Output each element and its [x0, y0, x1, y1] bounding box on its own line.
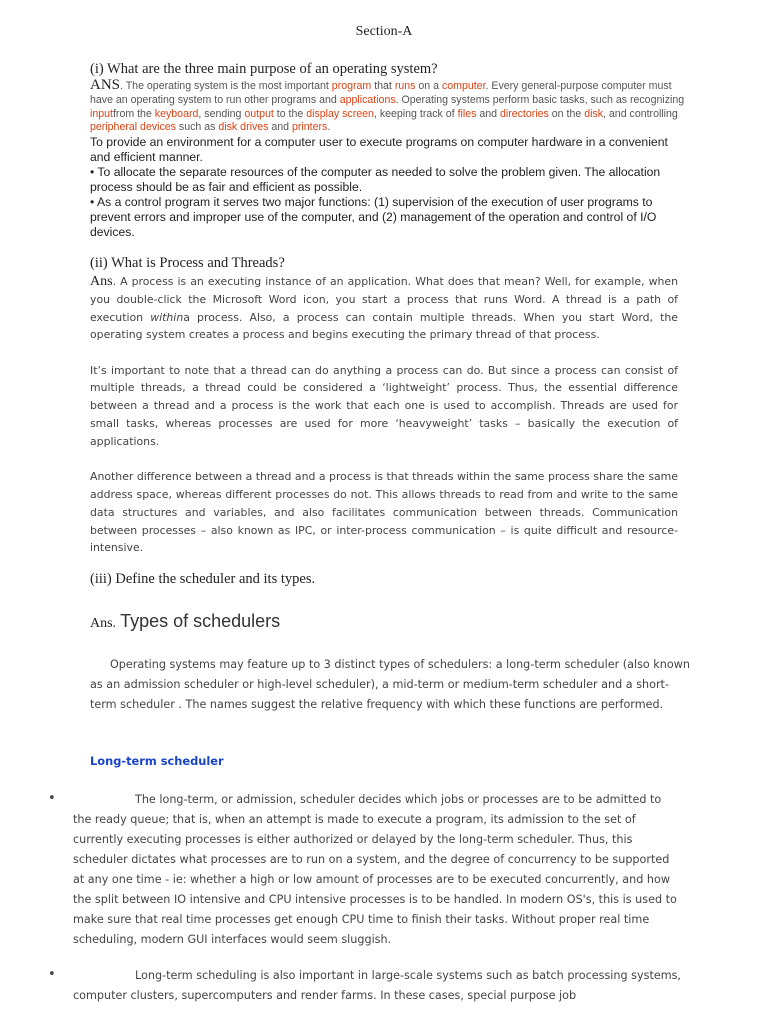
question-3: (iii) Define the scheduler and its types.	[90, 571, 316, 587]
question-1: (i) What are the three main purpose of an operating system?	[90, 61, 438, 77]
answer-2-paragraph-1: Ans. A process is an executing instance of an application. What does that mean? Well, for example, when you double-click the Microsoft Word icon, you start a process that runs Word. A thread is a path of execution withina process. Also, a process can contain multiple threads. When you start Word, the operating system creates a process and begins executing the primary thread of that process.	[90, 274, 678, 342]
types-of-schedulers-heading: Types of schedulers	[120, 611, 281, 631]
answer-1-line-3: • As a control program it serves two major functions: (1) supervision of the execution of user programs to prevent errors and improper use of the computer, and (2) management of the operation and control of I/O devices.	[90, 195, 657, 240]
link-applications[interactable]: applications	[339, 93, 396, 106]
answer-2	[90, 273, 678, 557]
link-output[interactable]: output	[244, 107, 274, 120]
section-title: Section-A	[355, 24, 413, 39]
answer-2-paragraph-3: Another difference between a thread and a process is that threads within the same process share the same address space, whereas different processes do not. This allows threads to read from and write to the same data structures and variables, and also facilitates communication between threads. Communication between processes – also known as IPC, or inter-process communication – is quite difficult and resource-intensive.	[90, 470, 678, 555]
answer-1	[90, 79, 690, 240]
answer-label: ANS	[90, 77, 121, 93]
link-input[interactable]: input	[90, 107, 113, 120]
bullet-text-1: The long-term, or admission, scheduler decides which jobs or processes are to be admitted to the ready queue; that is, when an attempt is made to execute a program, its admission to the set of currently executing processes is either authorized or delayed by the long-term scheduler. Thus, this scheduler dictates what processes are to run on a system, and the degree of concurrency to be supported at any one time - ie: whether a high or low amount of processes are to be executed concurrently, and how the split between IO intensive and CPU intensive processes is to be handled. In modern OS's, this is used to make sure that real time processes get enough CPU time to finish their tasks. Without proper real time scheduling, modern GUI interfaces would seem sluggish.	[73, 793, 677, 946]
bullet-icon: •	[48, 791, 56, 806]
link-disk-drives[interactable]: disk drives	[218, 121, 269, 134]
bullet-text-2: Long-term scheduling is also important in large-scale systems such as batch processing systems, computer clusters, supercomputers and render farms. In these cases, special purpose job	[73, 969, 681, 1002]
link-files[interactable]: files	[457, 107, 477, 120]
answer-label: Ans	[90, 274, 113, 289]
link-disk[interactable]: disk	[584, 107, 604, 120]
answer-2-paragraph-2: It’s important to note that a thread can do anything a process can do. But since a process can consist of multiple threads, a thread could be considered a ‘lightweight’ process. Thus, the essential difference between a thread and a process is the work that each one is used to accomplish. Threads are used for small tasks, whereas processes are used for more ‘heavyweight’ tasks – basically the execution of applications.	[90, 363, 678, 448]
bullet-icon: •	[48, 967, 56, 982]
answer-3-header	[90, 611, 280, 632]
long-term-scheduler-heading: Long-term scheduler	[90, 754, 224, 768]
link-printers[interactable]: printers	[292, 121, 328, 134]
answer-1-intro: ANS. The operating system is the most important program that runs on a computer. Every general-purpose computer must have an operating system to run other programs and applications. Operating systems perform basic tasks, such as recognizing inputfrom the keyboard, sending output to the display screen, keeping track of files and directories on the disk, and controlling peripheral devices such as disk drives and printers.	[90, 77, 685, 134]
link-display-screen[interactable]: display screen	[306, 107, 374, 120]
link-computer[interactable]: computer	[441, 80, 486, 92]
link-program[interactable]: program	[331, 80, 372, 92]
link-peripheral-devices[interactable]: peripheral devices	[90, 121, 176, 134]
answer-label: Ans.	[90, 616, 117, 631]
link-directories[interactable]: directories	[499, 107, 549, 120]
link-runs[interactable]: runs	[394, 80, 416, 92]
schedulers-intro: Operating systems may feature up to 3 distinct types of schedulers: a long-term scheduler (also known as an admission scheduler or high-level scheduler), a mid-term or medium-term scheduler and a short-term scheduler . The names suggest the relative frequency with which these functions are performed.	[90, 658, 690, 711]
answer-1-line-1: To provide an environment for a computer user to execute programs on computer hardware in a convenient and efficient manner.	[90, 135, 668, 165]
link-keyboard[interactable]: keyboard	[154, 107, 199, 120]
question-2: (ii) What is Process and Threads?	[90, 255, 285, 271]
answer-1-line-2: • To allocate the separate resources of the computer as needed to solve the problem given. The allocation process should be as fair and efficient as possible.	[90, 165, 661, 195]
